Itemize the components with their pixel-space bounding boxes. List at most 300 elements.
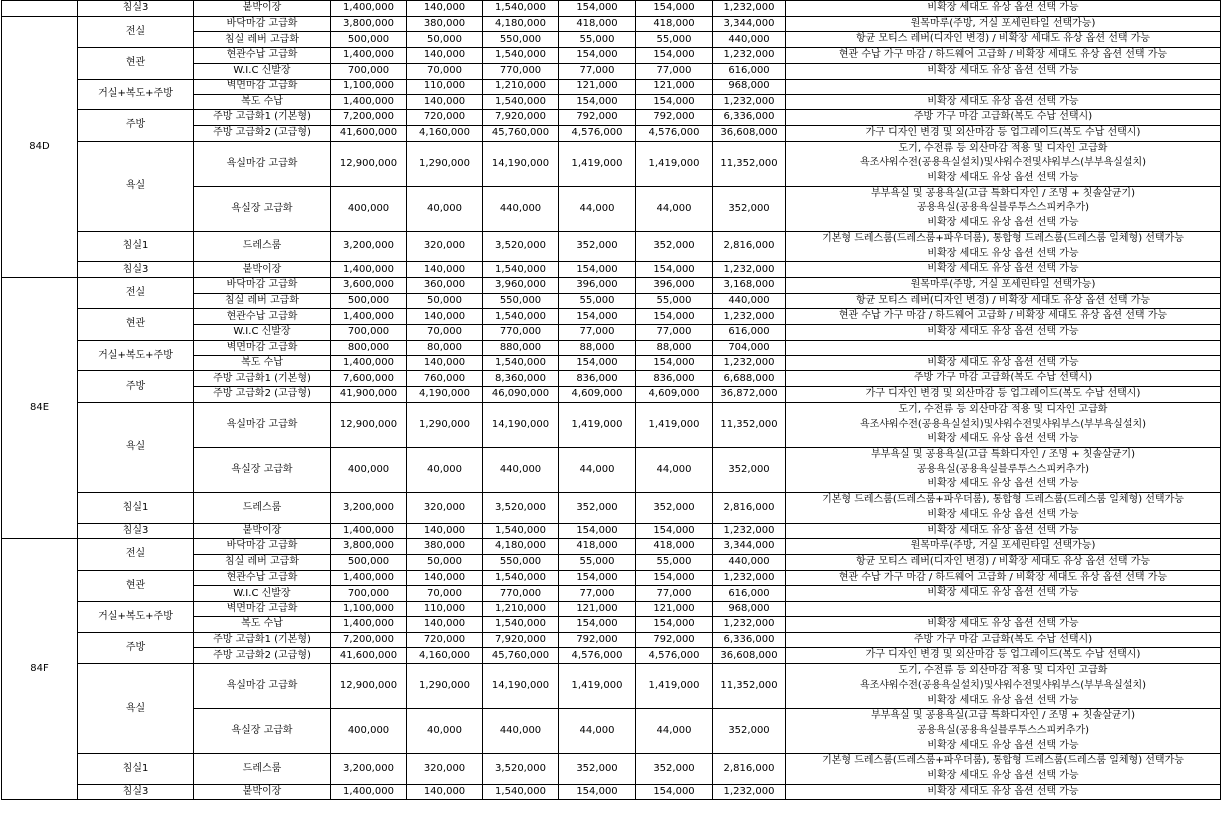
price-cell: 720,000 <box>407 110 483 126</box>
price-cell: 440,000 <box>713 554 786 570</box>
price-cell: 154,000 <box>559 355 636 371</box>
price-cell: 1,232,000 <box>713 262 786 278</box>
price-cell: 440,000 <box>483 447 559 492</box>
price-cell: 418,000 <box>636 16 713 32</box>
price-cell: 352,000 <box>559 754 636 784</box>
price-cell: 418,000 <box>636 539 713 555</box>
price-cell: 792,000 <box>559 110 636 126</box>
table-row <box>2 277 1221 293</box>
price-cell: 968,000 <box>713 79 786 94</box>
price-cell: 55,000 <box>636 554 713 570</box>
price-cell: 1,232,000 <box>713 94 786 110</box>
note-line: 비확장 세대도 유상 옵션 선택 가능 <box>927 587 1079 599</box>
price-cell: 500,000 <box>331 32 407 48</box>
note-line: 비확장 세대도 유상 옵션 선택 가능 <box>927 2 1079 13</box>
room-cell: 침실1 <box>78 754 194 784</box>
price-cell: 44,000 <box>636 186 713 231</box>
price-cell: 45,760,000 <box>483 125 559 141</box>
table-row <box>2 402 1221 447</box>
item-cell: 욕실마감 고급화 <box>194 664 331 709</box>
price-cell: 140,000 <box>407 523 483 539</box>
item-cell: 복도 수납 <box>194 355 331 371</box>
note-cell <box>786 1 1221 17</box>
item-cell: 복도 수납 <box>194 617 331 633</box>
price-cell: 154,000 <box>559 262 636 278</box>
note-cell <box>786 586 1221 602</box>
note-cell <box>786 554 1221 570</box>
item-cell: 벽면마감 고급화 <box>194 340 331 355</box>
price-cell: 1,540,000 <box>483 48 559 64</box>
price-cell: 1,419,000 <box>636 402 713 447</box>
note-cell <box>786 293 1221 309</box>
price-cell: 140,000 <box>407 1 483 17</box>
table-row <box>2 754 1221 784</box>
note-line: 주방 가구 마감 고급화(복도 수납 선택시) <box>913 111 1093 123</box>
price-cell: 616,000 <box>713 325 786 341</box>
price-cell: 1,232,000 <box>713 48 786 64</box>
note-line: 기본형 드레스룸(드레스룸+파우더룸), 통합형 드레스룸(드레스룸 일체형) 선택가능 <box>822 232 1184 244</box>
note-cell <box>786 48 1221 64</box>
price-cell: 1,400,000 <box>331 1 407 17</box>
note-cell <box>786 784 1221 800</box>
price-cell: 770,000 <box>483 325 559 341</box>
price-cell: 50,000 <box>407 554 483 570</box>
price-cell: 320,000 <box>407 231 483 261</box>
price-cell: 418,000 <box>559 539 636 555</box>
note-line: 비확장 세대도 유상 옵션 선택 가능 <box>927 694 1079 706</box>
note-cell <box>786 94 1221 110</box>
item-cell: 붙박이장 <box>194 1 331 17</box>
table-row <box>2 110 1221 126</box>
table-row <box>2 632 1221 648</box>
price-cell: 55,000 <box>559 293 636 309</box>
price-cell: 140,000 <box>407 94 483 110</box>
note-cell <box>786 447 1221 492</box>
price-cell: 1,400,000 <box>331 570 407 586</box>
price-cell: 154,000 <box>636 94 713 110</box>
item-cell: 복도 수납 <box>194 94 331 110</box>
note-cell <box>786 309 1221 325</box>
price-cell: 770,000 <box>483 63 559 79</box>
price-cell: 3,520,000 <box>483 493 559 523</box>
note-line: 비확장 세대도 유상 옵션 선택 가능 <box>927 356 1079 368</box>
price-cell: 140,000 <box>407 262 483 278</box>
room-cell: 침실3 <box>78 523 194 539</box>
price-cell: 4,190,000 <box>407 387 483 403</box>
room-cell: 주방 <box>78 110 194 141</box>
price-cell: 88,000 <box>636 340 713 355</box>
room-cell: 거실+복도+주방 <box>78 602 194 633</box>
note-line: 욕조샤워수전(공용욕실설치)및샤워수전및샤워부스(부부욕실설치) <box>859 418 1147 430</box>
note-line: 항균 모티스 레버(디자인 변경) / 비확장 세대도 유상 옵션 선택 가능 <box>855 555 1151 567</box>
price-cell: 3,800,000 <box>331 16 407 32</box>
price-cell: 352,000 <box>713 186 786 231</box>
note-line: 비확장 세대도 유상 옵션 선택 가능 <box>927 326 1079 338</box>
note-line: 항균 모티스 레버(디자인 변경) / 비확장 세대도 유상 옵션 선택 가능 <box>855 33 1151 45</box>
price-cell: 550,000 <box>483 32 559 48</box>
price-cell: 704,000 <box>713 340 786 355</box>
price-cell: 154,000 <box>559 617 636 633</box>
item-cell: 주방 고급화1 (기본형) <box>194 110 331 126</box>
item-cell: 주방 고급화1 (기본형) <box>194 371 331 387</box>
item-cell: 바닥마감 고급화 <box>194 277 331 293</box>
price-cell: 3,168,000 <box>713 277 786 293</box>
price-cell: 7,600,000 <box>331 371 407 387</box>
price-cell: 1,400,000 <box>331 617 407 633</box>
room-cell: 욕실 <box>78 664 194 754</box>
price-cell: 50,000 <box>407 293 483 309</box>
price-cell: 616,000 <box>713 586 786 602</box>
price-cell: 792,000 <box>636 632 713 648</box>
price-cell: 1,400,000 <box>331 262 407 278</box>
table-row <box>2 231 1221 261</box>
price-cell: 3,200,000 <box>331 754 407 784</box>
price-cell: 2,816,000 <box>713 754 786 784</box>
price-cell: 8,360,000 <box>483 371 559 387</box>
price-cell: 700,000 <box>331 586 407 602</box>
room-cell: 전실 <box>78 539 194 570</box>
price-cell: 1,100,000 <box>331 79 407 94</box>
price-cell: 440,000 <box>483 186 559 231</box>
price-cell: 7,200,000 <box>331 110 407 126</box>
note-cell <box>786 371 1221 387</box>
price-cell: 11,352,000 <box>713 402 786 447</box>
note-cell <box>786 277 1221 293</box>
note-cell <box>786 262 1221 278</box>
note-cell <box>786 523 1221 539</box>
price-cell: 14,190,000 <box>483 664 559 709</box>
note-cell <box>786 602 1221 617</box>
price-cell: 4,576,000 <box>636 648 713 664</box>
price-cell: 154,000 <box>559 48 636 64</box>
note-cell <box>786 617 1221 633</box>
note-line: 공용욕실(공용욕실블루투스스피커추가) <box>916 463 1090 475</box>
room-cell: 현관 <box>78 309 194 340</box>
price-cell: 140,000 <box>407 309 483 325</box>
price-cell: 1,290,000 <box>407 402 483 447</box>
price-cell: 11,352,000 <box>713 141 786 186</box>
price-cell: 3,200,000 <box>331 231 407 261</box>
price-cell: 121,000 <box>559 79 636 94</box>
price-cell: 154,000 <box>559 570 636 586</box>
price-cell: 1,400,000 <box>331 784 407 800</box>
item-cell: 붙박이장 <box>194 523 331 539</box>
price-cell: 500,000 <box>331 554 407 570</box>
table-row <box>2 371 1221 387</box>
note-line: 도기, 수전류 등 외산마감 적용 및 디자인 고급화 <box>898 142 1108 154</box>
note-line: 가구 디자인 변경 및 외산마감 등 업그레이드(복도 수납 선택시) <box>865 126 1141 138</box>
price-cell: 44,000 <box>636 709 713 754</box>
note-cell <box>786 325 1221 341</box>
note-line: 현관 수납 가구 마감 / 하드웨어 고급화 / 비확장 세대도 유상 옵션 선택 가능 <box>838 571 1168 583</box>
note-line: 기본형 드레스룸(드레스룸+파우더룸), 통합형 드레스룸(드레스룸 일체형) 선택가능 <box>822 755 1184 767</box>
price-cell: 3,800,000 <box>331 539 407 555</box>
price-cell: 500,000 <box>331 293 407 309</box>
price-cell: 352,000 <box>559 231 636 261</box>
price-cell: 550,000 <box>483 554 559 570</box>
note-line: 현관 수납 가구 마감 / 하드웨어 고급화 / 비확장 세대도 유상 옵션 선택 가능 <box>838 310 1168 322</box>
note-line: 비확장 세대도 유상 옵션 선택 가능 <box>927 247 1079 259</box>
price-cell: 1,232,000 <box>713 784 786 800</box>
note-line: 공용욕실(공용욕실블루투스스피커추가) <box>916 202 1090 214</box>
note-line: 비확장 세대도 유상 옵션 선택 가능 <box>927 95 1079 107</box>
table-row <box>2 141 1221 186</box>
note-line: 비확장 세대도 유상 옵션 선택 가능 <box>927 785 1079 797</box>
table-row <box>2 784 1221 800</box>
item-cell: 붙박이장 <box>194 262 331 278</box>
note-cell <box>786 231 1221 261</box>
note-line: 비확장 세대도 유상 옵션 선택 가능 <box>927 478 1079 490</box>
price-cell: 1,232,000 <box>713 355 786 371</box>
price-cell: 760,000 <box>407 371 483 387</box>
price-cell: 3,520,000 <box>483 754 559 784</box>
price-cell: 7,920,000 <box>483 632 559 648</box>
price-cell: 4,609,000 <box>636 387 713 403</box>
price-cell: 1,419,000 <box>559 141 636 186</box>
note-line: 가구 디자인 변경 및 외산마감 등 업그레이드(복도 수납 선택시) <box>865 388 1141 400</box>
price-cell: 1,232,000 <box>713 570 786 586</box>
price-cell: 360,000 <box>407 277 483 293</box>
price-cell: 1,290,000 <box>407 141 483 186</box>
price-cell: 7,200,000 <box>331 632 407 648</box>
price-cell: 12,900,000 <box>331 402 407 447</box>
table-row <box>2 48 1221 64</box>
price-cell: 380,000 <box>407 16 483 32</box>
note-cell <box>786 186 1221 231</box>
price-cell: 1,400,000 <box>331 48 407 64</box>
note-line: 도기, 수전류 등 외산마감 적용 및 디자인 고급화 <box>898 403 1108 415</box>
room-cell: 침실3 <box>78 784 194 800</box>
unit-type-cell: 84E <box>2 277 78 538</box>
price-cell: 616,000 <box>713 63 786 79</box>
price-cell: 11,352,000 <box>713 664 786 709</box>
item-cell: 욕실장 고급화 <box>194 709 331 754</box>
price-cell: 836,000 <box>559 371 636 387</box>
price-cell: 3,200,000 <box>331 493 407 523</box>
price-cell: 6,336,000 <box>713 632 786 648</box>
item-cell: 침실 레버 고급화 <box>194 32 331 48</box>
price-cell: 50,000 <box>407 32 483 48</box>
price-cell: 440,000 <box>483 709 559 754</box>
price-cell: 3,344,000 <box>713 16 786 32</box>
note-line: 부부욕실 및 공용욕실(고급 특화디자인 / 조명 + 칫솔살균기) <box>871 710 1135 722</box>
price-cell: 45,760,000 <box>483 648 559 664</box>
item-cell: 현관수납 고급화 <box>194 570 331 586</box>
price-cell: 1,400,000 <box>331 523 407 539</box>
item-cell: 욕실장 고급화 <box>194 186 331 231</box>
price-cell: 154,000 <box>559 94 636 110</box>
price-cell: 1,419,000 <box>636 141 713 186</box>
price-cell: 4,576,000 <box>559 648 636 664</box>
item-cell: 드레스룸 <box>194 493 331 523</box>
price-cell: 2,816,000 <box>713 493 786 523</box>
note-cell <box>786 141 1221 186</box>
item-cell: 주방 고급화2 (고급형) <box>194 387 331 403</box>
price-cell: 154,000 <box>636 523 713 539</box>
price-cell: 121,000 <box>636 79 713 94</box>
note-cell <box>786 648 1221 664</box>
price-cell: 140,000 <box>407 48 483 64</box>
note-line: 비확장 세대도 유상 옵션 선택 가능 <box>927 739 1079 751</box>
price-cell: 55,000 <box>636 32 713 48</box>
item-cell: 붙박이장 <box>194 784 331 800</box>
note-line: 주방 가구 마감 고급화(복도 수납 선택시) <box>913 633 1093 645</box>
price-cell: 4,160,000 <box>407 648 483 664</box>
note-cell <box>786 709 1221 754</box>
price-cell: 77,000 <box>559 586 636 602</box>
note-cell <box>786 110 1221 126</box>
table-row <box>2 570 1221 586</box>
price-cell: 4,576,000 <box>559 125 636 141</box>
price-cell: 3,600,000 <box>331 277 407 293</box>
price-cell: 154,000 <box>636 309 713 325</box>
note-cell <box>786 539 1221 555</box>
item-cell: 욕실마감 고급화 <box>194 141 331 186</box>
price-cell: 154,000 <box>559 523 636 539</box>
table-row <box>2 539 1221 555</box>
room-cell: 침실3 <box>78 262 194 278</box>
price-cell: 400,000 <box>331 447 407 492</box>
price-cell: 1,232,000 <box>713 523 786 539</box>
price-cell: 121,000 <box>559 602 636 617</box>
note-line: 비확장 세대도 유상 옵션 선택 가능 <box>927 263 1079 275</box>
item-cell: W.I.C 신발장 <box>194 63 331 79</box>
price-cell: 1,540,000 <box>483 523 559 539</box>
room-cell: 현관 <box>78 570 194 601</box>
table-row <box>2 493 1221 523</box>
room-cell: 욕실 <box>78 141 194 231</box>
price-cell: 440,000 <box>713 293 786 309</box>
price-cell: 121,000 <box>636 602 713 617</box>
price-cell: 1,100,000 <box>331 602 407 617</box>
price-cell: 41,600,000 <box>331 125 407 141</box>
price-cell: 41,600,000 <box>331 648 407 664</box>
price-cell: 1,232,000 <box>713 309 786 325</box>
note-cell <box>786 79 1221 94</box>
price-cell: 44,000 <box>559 186 636 231</box>
price-cell: 320,000 <box>407 754 483 784</box>
price-cell: 140,000 <box>407 355 483 371</box>
price-cell: 380,000 <box>407 539 483 555</box>
note-line: 비확장 세대도 유상 옵션 선택 가능 <box>927 524 1079 536</box>
item-cell: W.I.C 신발장 <box>194 586 331 602</box>
price-cell: 6,336,000 <box>713 110 786 126</box>
price-cell: 400,000 <box>331 186 407 231</box>
price-cell: 154,000 <box>636 570 713 586</box>
price-cell: 352,000 <box>636 493 713 523</box>
price-cell: 154,000 <box>636 262 713 278</box>
price-cell: 1,232,000 <box>713 617 786 633</box>
price-cell: 55,000 <box>559 32 636 48</box>
room-cell: 현관 <box>78 48 194 79</box>
price-cell: 800,000 <box>331 340 407 355</box>
item-cell: 침실 레버 고급화 <box>194 554 331 570</box>
price-cell: 700,000 <box>331 325 407 341</box>
price-cell: 3,344,000 <box>713 539 786 555</box>
price-cell: 4,180,000 <box>483 539 559 555</box>
price-cell: 77,000 <box>636 586 713 602</box>
option-price-table <box>1 0 1221 800</box>
price-cell: 154,000 <box>559 784 636 800</box>
table-row <box>2 1 1221 17</box>
note-line: 비확장 세대도 유상 옵션 선택 가능 <box>927 217 1079 229</box>
item-cell: 현관수납 고급화 <box>194 48 331 64</box>
price-cell: 1,540,000 <box>483 1 559 17</box>
note-line: 부부욕실 및 공용욕실(고급 특화디자인 / 조명 + 칫솔살균기) <box>871 448 1135 460</box>
price-cell: 770,000 <box>483 586 559 602</box>
item-cell: 바닥마감 고급화 <box>194 16 331 32</box>
price-cell: 968,000 <box>713 602 786 617</box>
price-cell: 36,608,000 <box>713 125 786 141</box>
table-row <box>2 340 1221 355</box>
table-row <box>2 16 1221 32</box>
price-cell: 55,000 <box>636 293 713 309</box>
price-cell: 1,540,000 <box>483 784 559 800</box>
item-cell: 욕실장 고급화 <box>194 447 331 492</box>
note-line: 원목마루(주방, 거실 포세린타일 선택가능) <box>910 278 1096 290</box>
price-cell: 80,000 <box>407 340 483 355</box>
price-cell: 154,000 <box>636 617 713 633</box>
price-cell: 1,400,000 <box>331 309 407 325</box>
price-cell: 2,816,000 <box>713 231 786 261</box>
item-cell: 드레스룸 <box>194 231 331 261</box>
price-cell: 1,232,000 <box>713 1 786 17</box>
price-cell: 88,000 <box>559 340 636 355</box>
table-row <box>2 602 1221 617</box>
price-cell: 1,419,000 <box>559 664 636 709</box>
price-cell: 1,540,000 <box>483 570 559 586</box>
price-cell: 44,000 <box>559 709 636 754</box>
room-cell: 주방 <box>78 371 194 402</box>
table-row <box>2 309 1221 325</box>
price-cell: 140,000 <box>407 784 483 800</box>
price-cell: 396,000 <box>636 277 713 293</box>
price-cell: 40,000 <box>407 447 483 492</box>
price-cell: 7,920,000 <box>483 110 559 126</box>
item-cell: 주방 고급화2 (고급형) <box>194 648 331 664</box>
note-line: 비확장 세대도 유상 옵션 선택 가능 <box>927 618 1079 630</box>
price-cell: 44,000 <box>636 447 713 492</box>
price-cell: 1,400,000 <box>331 94 407 110</box>
price-cell: 77,000 <box>636 325 713 341</box>
price-cell: 792,000 <box>559 632 636 648</box>
note-cell <box>786 754 1221 784</box>
price-cell: 12,900,000 <box>331 141 407 186</box>
room-cell: 침실1 <box>78 493 194 523</box>
room-cell: 침실3 <box>78 1 194 17</box>
room-cell: 욕실 <box>78 402 194 492</box>
table-row <box>2 79 1221 94</box>
note-line: 원목마루(주방, 거실 포세린타일 선택가능) <box>910 540 1096 552</box>
price-cell: 320,000 <box>407 493 483 523</box>
price-cell: 40,000 <box>407 186 483 231</box>
price-cell: 110,000 <box>407 79 483 94</box>
item-cell: 침실 레버 고급화 <box>194 293 331 309</box>
price-cell: 1,400,000 <box>331 355 407 371</box>
unit-type-cell: 84F <box>2 539 78 800</box>
price-cell: 110,000 <box>407 602 483 617</box>
price-cell: 140,000 <box>407 570 483 586</box>
item-cell: 드레스룸 <box>194 754 331 784</box>
price-cell: 154,000 <box>636 48 713 64</box>
note-cell <box>786 570 1221 586</box>
note-line: 비확장 세대도 유상 옵션 선택 가능 <box>927 770 1079 782</box>
note-line: 기본형 드레스룸(드레스룸+파우더룸), 통합형 드레스룸(드레스룸 일체형) 선택가능 <box>822 494 1184 506</box>
note-line: 비확장 세대도 유상 옵션 선택 가능 <box>927 433 1079 445</box>
price-cell: 836,000 <box>636 371 713 387</box>
note-cell <box>786 16 1221 32</box>
price-cell: 1,540,000 <box>483 309 559 325</box>
